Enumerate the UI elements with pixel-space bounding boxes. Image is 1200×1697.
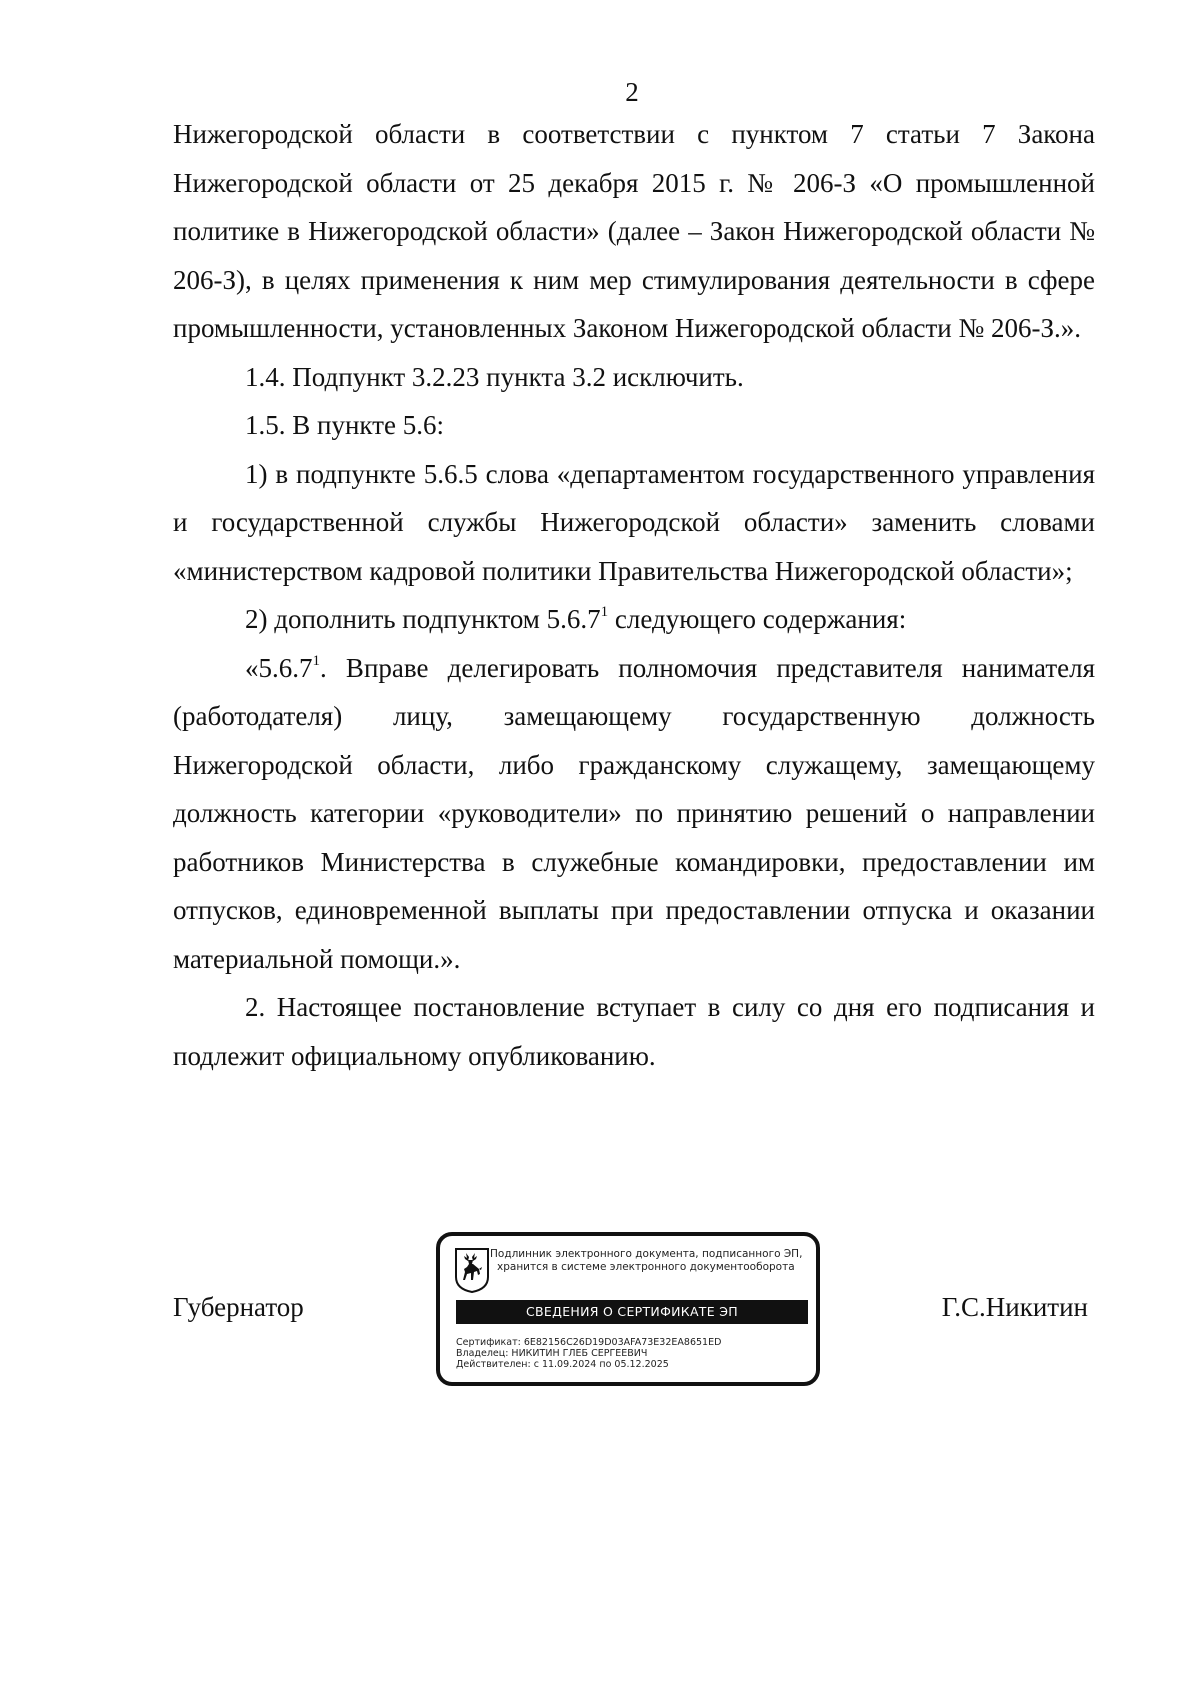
paragraph-5-text-after: . Вправе делегировать полномочия представителя нанимателя (работодателя) лицу, замещающему государственную должность Нижегородской области, либо гражданскому служащему, замещающему должность категории «руководители» по принятию решений о направлении работников Министерства в служебные командировки, предоставлении им отпусков, единовременной выплаты при предоставлении отпуска и оказании материальной помощи.». — [173, 652, 1095, 974]
page-number: 2 — [625, 77, 639, 107]
stamp-certificate-validity: Действителен: с 11.09.2024 по 05.12.2025 — [456, 1359, 669, 1370]
paragraph-0 — [173, 110, 1095, 353]
paragraph-4-text: 2) дополнить подпунктом 5.6.7 — [245, 604, 601, 634]
paragraph-1 — [173, 353, 1095, 402]
stamp-header-line-2: хранится в системе электронного документооборота — [497, 1261, 795, 1273]
paragraph-3-text: 1) в подпункте 5.6.5 слова «департаментом государственного управления и государственной службы Нижегородской области» заменить словами «министерством кадровой политики Правительства Нижегородской области»; — [173, 458, 1095, 586]
paragraph-5-text: «5.6.7 — [245, 652, 313, 683]
stamp-certificate-owner: Владелец: НИКИТИН ГЛЕБ СЕРГЕЕВИЧ — [456, 1348, 648, 1359]
paragraph-1-text: 1.4. Подпункт 3.2.23 пункта 3.2 исключить. — [245, 361, 744, 392]
stamp-certificate-details — [456, 1337, 808, 1370]
stamp-header-line-1: Подлинник электронного документа, подписанного ЭП, — [490, 1248, 803, 1260]
paragraph-6 — [173, 983, 1095, 1080]
paragraph-3 — [173, 450, 1095, 596]
paragraph-4 — [173, 595, 1095, 644]
paragraph-5 — [173, 644, 1095, 984]
stamp-header — [490, 1248, 810, 1274]
paragraph-4-text-after: следующего содержания: — [608, 604, 907, 634]
paragraph-5-superscript: 1 — [312, 652, 320, 669]
stamp-certificate-bar: СВЕДЕНИЯ О СЕРТИФИКАТЕ ЭП — [456, 1300, 808, 1324]
document-body — [173, 110, 1095, 1080]
paragraph-6-text: 2. Настоящее постановление вступает в силу со дня его подписания и подлежит официальному опубликованию. — [173, 992, 1095, 1071]
coat-of-arms-deer-icon — [454, 1247, 490, 1293]
signatory-position: Губернатор — [173, 1292, 304, 1322]
paragraph-2 — [173, 401, 1095, 450]
signatory-name: Г.С.Никитин — [941, 1292, 1088, 1322]
paragraph-0-text: Нижегородской области в соответствии с пунктом 7 статьи 7 Закона Нижегородской области от 25 декабря 2015 г. № 206-З «О промышленной политике в Нижегородской области» (далее – Закон Нижегородской области № 206-З), в целях применения к ним мер стимулирования деятельности в сфере промышленности, установленных Законом Нижегородской области № 206-З.». — [173, 119, 1095, 343]
electronic-signature-stamp — [436, 1232, 820, 1386]
paragraph-2-text: 1.5. В пункте 5.6: — [245, 410, 444, 440]
stamp-certificate-number: Сертификат: 6E82156C26D19D03AFA73E32EA8651ED — [456, 1337, 722, 1348]
paragraph-4-superscript: 1 — [600, 604, 609, 620]
